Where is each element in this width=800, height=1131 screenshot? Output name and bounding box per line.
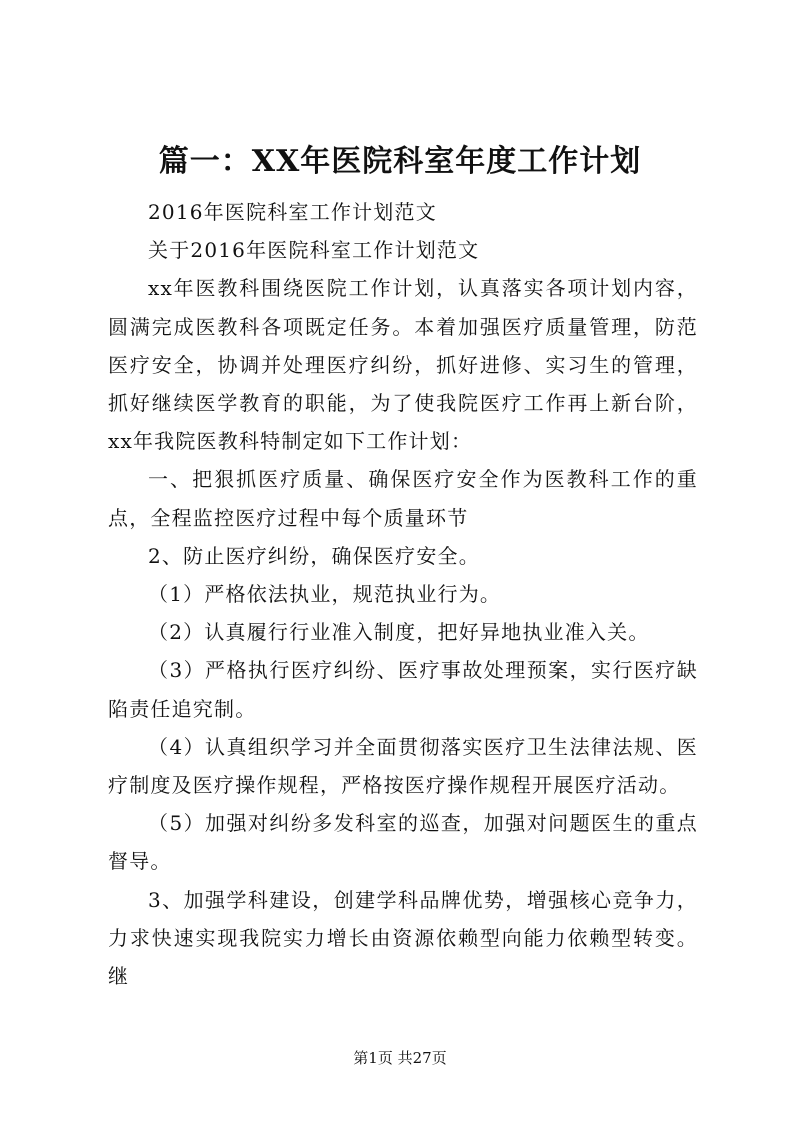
page-number-footer: 第1页 共27页 — [353, 1049, 447, 1067]
paragraph-item-2: （2）认真履行行业准入制度，把好异地执业准入关。 — [148, 620, 650, 645]
paragraph-section-3: 3、加强学科建设，创建学科品牌优势，增强核心竞争力，力求快速实现我院实力增长由资源依赖型向能力依赖型转变。继 — [108, 887, 698, 989]
document-title: 篇一：XX年医院科室年度工作计划 — [158, 144, 642, 179]
paragraph-intro: xx年医教科围绕医院工作计划，认真落实各项计划内容，圆满完成医教科各项既定任务。本着加强医疗质量管理，防范医疗安全，协调并处理医疗纠纷，抓好进修、实习生的管理，抓好继续医学教育的职能，为了使我院医疗工作再上新台阶，xx年我院医教科特制定如下工作计划： — [108, 276, 698, 454]
paragraph-item-3: （3）严格执行医疗纠纷、医疗事故处理预案，实行医疗缺陷责任追究制。 — [108, 658, 698, 721]
document-body — [108, 193, 698, 995]
paragraph-section-2: 2、防止医疗纠纷，确保医疗安全。 — [148, 543, 480, 568]
paragraph-item-4: （4）认真组织学习并全面贯彻落实医疗卫生法律法规、医疗制度及医疗操作规程，严格按医疗操作规程开展医疗活动。 — [108, 734, 698, 798]
paragraph-item-1: （1）严格依法执业，规范执业行为。 — [148, 582, 502, 607]
paragraph-subtitle-2: 关于2016年医院科室工作计划范文 — [148, 238, 480, 263]
paragraph-subtitle: 2016年医院科室工作计划范文 — [148, 200, 437, 224]
paragraph-item-5: （5）加强对纠纷多发科室的巡查，加强对问题医生的重点督导。 — [108, 811, 698, 874]
paragraph-section-1: 一、把狠抓医疗质量、确保医疗安全作为医教科工作的重点，全程监控医疗过程中每个质量环节 — [108, 467, 698, 530]
